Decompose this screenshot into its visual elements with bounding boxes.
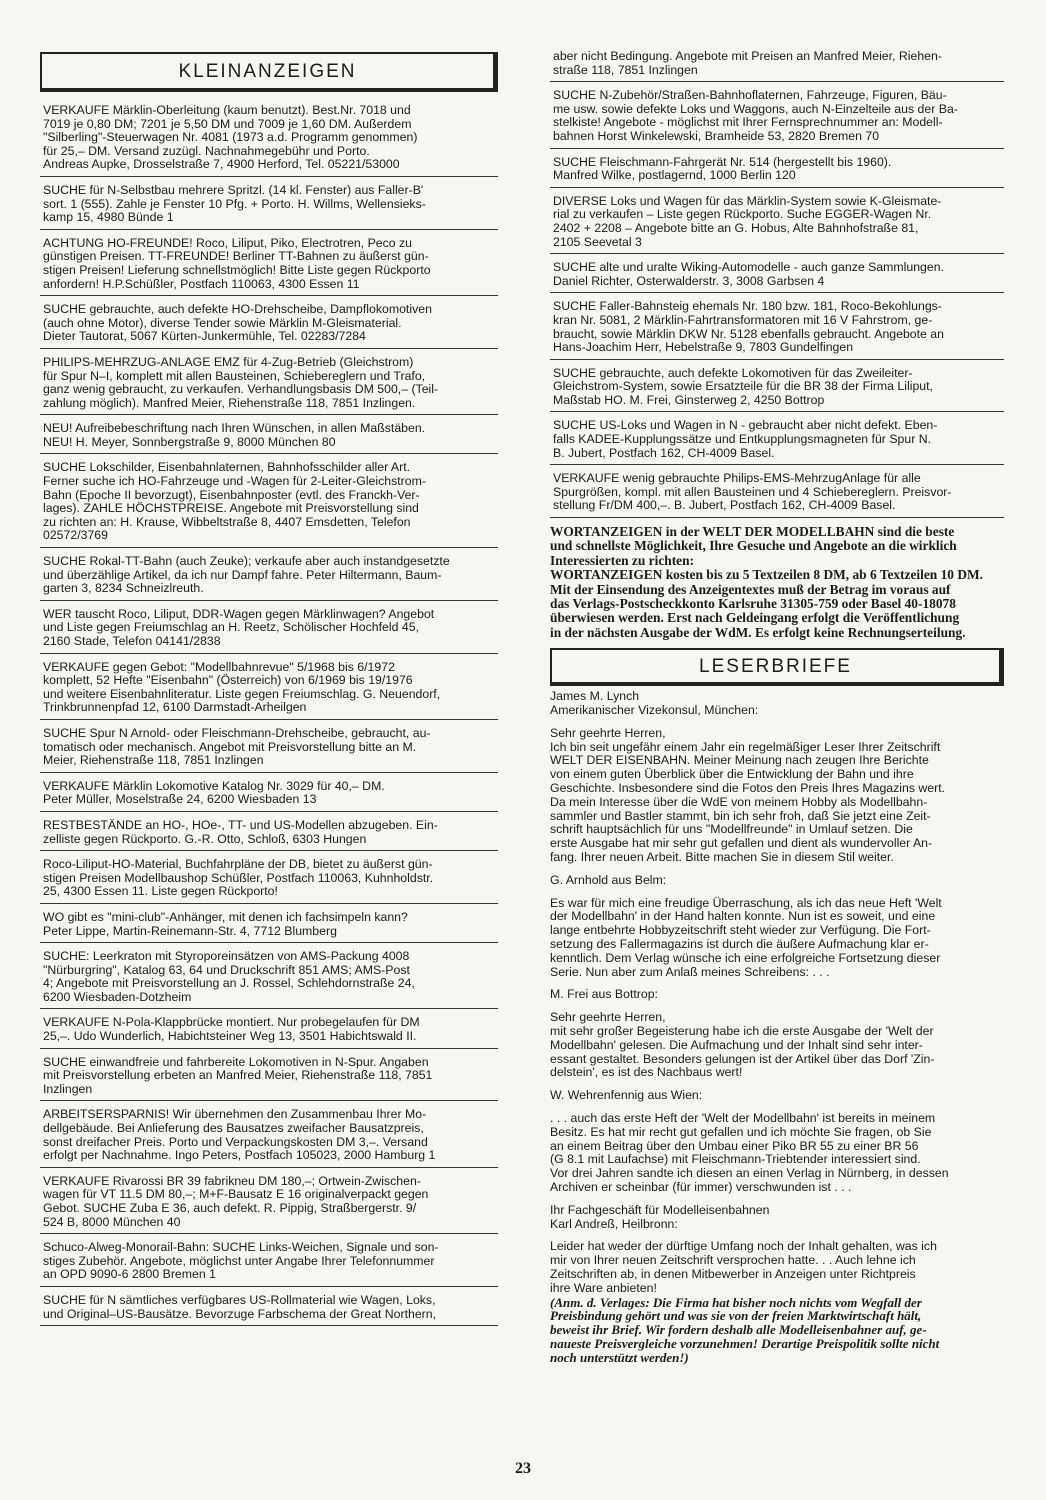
ad-line: erfolgt per Nachnahme. Ingo Peters, Postfach 105023, 2000 Hamburg 1 bbox=[43, 1148, 436, 1163]
letter-line: delstein', es ist des Nachbaus wert! bbox=[550, 1065, 743, 1080]
ad-line: Meier, Riehenstraße 118, 7851 Inzlingen bbox=[43, 753, 264, 768]
ad-line: Daniel Richter, Osterwalderstr. 3, 3008 Garbsen 4 bbox=[553, 273, 825, 288]
publisher-note-line: (Anm. d. Verlages: Die Firma hat bisher noch nichts vom Wegfall der bbox=[550, 1295, 922, 1310]
ad-line: PHILIPS-MEHRZUG-ANLAGE EMZ für 4-Zug-Betrieb (Gleichstrom) bbox=[43, 355, 414, 369]
ad-line: 4; Angebote mit Preisvorstellung an J. Rossel, Schlehdornstraße 24, bbox=[43, 976, 415, 991]
ad-line: B. Jubert, Postfach 162, CH-4009 Basel. bbox=[553, 445, 775, 460]
ad-line: sort. 1 (555). Zahle je Fenster 10 Pfg. + Porto. H. Willms, Wellensieks- bbox=[43, 196, 426, 211]
ad-line: stigen Preisen Modellbaushop Schüßler, Postfach 110063, Kuhnholdstr. bbox=[43, 870, 434, 885]
classified-ad bbox=[550, 472, 1004, 518]
ad-line: VERKAUFE Rivarossi BR 39 fabrikneu DM 180,–; Ortwein-Zwischen- bbox=[43, 1174, 421, 1188]
classified-ad bbox=[40, 661, 498, 720]
ad-line: und Original–US-Bausätze. Bevorzuge Farbschema der Great Northern, bbox=[43, 1306, 437, 1321]
letter-line: G. Arnhold aus Belm: bbox=[550, 872, 667, 887]
ad-line: ARBEITSERSPARNIS! Wir übernehmen den Zusammenbau Ihrer Mo- bbox=[43, 1108, 427, 1122]
ad-line: Roco-Liliput-HO-Material, Buchfahrpläne der DB, bietet zu äußerst gün- bbox=[43, 858, 433, 872]
ad-line: Hans-Joachim Herr, Hebelstraße 9, 7803 Gundelfingen bbox=[553, 340, 854, 355]
reader-letter bbox=[550, 988, 1004, 1089]
reader-letter bbox=[550, 690, 1004, 874]
ad-line: Ferner suche ich HO-Fahrzeuge und -Wagen für 2-Leiter-Gleichstrom- bbox=[43, 474, 426, 489]
ad-line: an OPD 9090-6 2800 Bremen 1 bbox=[43, 1267, 216, 1282]
ad-line: 2105 Seevetal 3 bbox=[553, 234, 642, 249]
letter-line: Sehr geehrte Herren, bbox=[550, 1010, 666, 1025]
right-column bbox=[550, 50, 1004, 1365]
notice-line: Interessierten zu richten: bbox=[550, 552, 695, 568]
ad-line: RESTBESTÄNDE an HO-, HOe-, TT- und US-Modellen abzugeben. Ein- bbox=[43, 818, 438, 832]
ad-line: 25, 4300 Essen 11. Liste gegen Rückporto! bbox=[43, 884, 278, 899]
ad-line: kamp 15, 4980 Bünde 1 bbox=[43, 210, 174, 225]
notice-line: überwiesen werden. Erst nach Geldeingang erfolgt die Veröffentlichung bbox=[550, 610, 960, 626]
kleinanzeigen-heading: KLEINANZEIGEN bbox=[40, 52, 498, 92]
wortanzeigen-notice bbox=[550, 525, 1004, 640]
letter-line: (G 8.1 mit Laufachse) mit Fleischmann-Triebtender interessiert sind. bbox=[550, 1152, 921, 1167]
ad-line: 7019 je 0,80 DM; 7201 je 5,50 DM und 7009 je 1,60 DM. Außerdem bbox=[43, 116, 412, 131]
ad-line: 02572/3769 bbox=[43, 528, 108, 543]
publisher-note bbox=[550, 1296, 1004, 1365]
classified-ad bbox=[40, 104, 498, 177]
classified-ad bbox=[550, 195, 1004, 254]
letter-line: Karl Andreß, Heilbronn: bbox=[550, 1216, 678, 1231]
classified-ad bbox=[40, 303, 498, 349]
ad-line: 524 B, 8000 München 40 bbox=[43, 1214, 181, 1229]
publisher-note-line: noch unterstützt werden!) bbox=[550, 1349, 689, 1365]
ad-line: SUCHE für N sämtliches verfügbares US-Rollmaterial wie Wagen, Loks, bbox=[43, 1293, 436, 1307]
ad-line: SUCHE Fleischmann-Fahrgerät Nr. 514 (hergestellt bis 1960). bbox=[553, 155, 892, 169]
letter-line: Archiven er scheinbar (für immer) verschwunden ist . . . bbox=[550, 1179, 852, 1194]
ad-line: (auch ohne Motor), diverse Tender sowie Märklin M-Gleismaterial. bbox=[43, 315, 402, 330]
ad-line: rial zu verkaufen – Liste gegen Rückporto. Suche EGGER-Wagen Nr. bbox=[553, 207, 932, 222]
ad-line: straße 118, 7851 Inzlingen bbox=[553, 62, 698, 77]
letters-section bbox=[550, 690, 1004, 1295]
ad-line: Bahn (Epoche II bevorzugt), Eisenbahnposter (evtl. des Franckh-Ver- bbox=[43, 487, 420, 502]
ad-line: sonst dreifacher Preis. Porto und Verpackungskosten DM 3,–. Versand bbox=[43, 1134, 428, 1149]
ad-line: für 25,– DM. Versand zuzügl. Nachnahmegebühr und Porto. bbox=[43, 143, 370, 158]
ad-line: lages). ZAHLE HÖCHSTPREISE. Angebote mit Preisvorstellung sind bbox=[43, 501, 419, 516]
notice-line: WORTANZEIGEN kosten bis zu 5 Textzeilen 8 DM, ab 6 Textzeilen 10 DM. bbox=[550, 567, 984, 583]
ad-line: ganz wenig gebraucht, zu verkaufen. Verhandlungsbasis DM 500,– (Teil- bbox=[43, 382, 439, 397]
ad-line: VERKAUFE Märklin-Oberleitung (kaum benutzt). Best.Nr. 7018 und bbox=[43, 104, 411, 117]
ad-line: komplett, 52 Hefte "Eisenbahn" (Österreich) von 6/1969 bis 19/1976 bbox=[43, 673, 413, 688]
classified-ad bbox=[40, 422, 498, 454]
ad-line: Peter Müller, Moselstraße 24, 6200 Wiesbaden 13 bbox=[43, 792, 317, 807]
ad-line: wagen für VT 11.5 DM 80,–; M+F-Bausatz E 16 originalverpackt gegen bbox=[43, 1187, 429, 1202]
letter-line: von einem guten Überblick über die Entwicklung der Bahn und ihre bbox=[550, 767, 914, 782]
publisher-note-line: naueste Preisvergleiche vorzunehmen! Derartige Preispolitik sollte nicht bbox=[550, 1335, 940, 1351]
classified-ad bbox=[40, 1175, 498, 1234]
ad-line: VERKAUFE N-Pola-Klappbrücke montiert. Nur probegelaufen für DM bbox=[43, 1016, 420, 1030]
ad-line: stelkiste! Angebote - möglichst mit Ihrer Fernsprechnummer an: Modell- bbox=[553, 115, 943, 130]
letter-line: Da mein Interesse über die WdE von meinem Hobby als Modellbahn- bbox=[550, 794, 928, 809]
ad-line: Schuco-Alweg-Monorail-Bahn: SUCHE Links-Weichen, Signale und son- bbox=[43, 1241, 439, 1255]
reader-letter bbox=[550, 1204, 1004, 1296]
page-number: 23 bbox=[515, 1460, 531, 1477]
letter-line: erste Ausgabe hat mir sehr gut gefallen und dient als wundervoller An- bbox=[550, 836, 933, 851]
classified-ad bbox=[550, 367, 1004, 413]
ad-line: DIVERSE Loks und Wagen für das Märklin-System sowie K-Gleismate- bbox=[553, 194, 942, 208]
ad-line: Andreas Aupke, Drosselstraße 7, 4900 Herford, Tel. 05221/53000 bbox=[43, 157, 400, 172]
classified-ad bbox=[40, 911, 498, 943]
ad-line: mit Preisvorstellung erbeten an Manfred Meier, Riehenstraße 118, 7851 bbox=[43, 1068, 433, 1083]
classified-ad bbox=[40, 461, 498, 548]
letter-line: James M. Lynch bbox=[550, 690, 640, 704]
ad-line: NEU! H. Meyer, Sonnbergstraße 9, 8000 München 80 bbox=[43, 434, 336, 449]
letter-line: lange entbehrte Hobbyzeitschrift steht wieder zur Verfügung. Die Fort- bbox=[550, 923, 931, 938]
classified-ad bbox=[40, 1016, 498, 1048]
classified-ad bbox=[40, 1294, 498, 1326]
ad-line: Maßstab HO. M. Frei, Ginsterweg 2, 4250 Bottrop bbox=[553, 392, 825, 407]
ad-line: Dieter Tautorat, 5067 Kürten-Junkermühle, Tel. 02283/7284 bbox=[43, 329, 366, 344]
ad-line: zu richten an: H. Krause, Wibbeltstraße 8, 4407 Emsdetten, Telefon bbox=[43, 514, 411, 529]
ad-line: anfordern! H.P.Schüßler, Postfach 110063, 4300 Essen 11 bbox=[43, 276, 360, 291]
classified-ad bbox=[40, 780, 498, 812]
ad-line: stigen Preisen! Lieferung schnellstmöglich! Bitte Liste gegen Rückporto bbox=[43, 262, 431, 277]
notice-line: das Verlags-Postscheckkonto Karlsruhe 31305-759 oder Basel 40-18078 bbox=[550, 596, 956, 612]
letter-line: an einem Beitrag über den Umbau einer Piko BR 55 zu einer BR 56 bbox=[550, 1138, 919, 1153]
ad-line: stiges Zubehör. Angebote, möglichst unter Angabe Ihrer Telefonnummer bbox=[43, 1253, 435, 1268]
letter-line: Vor drei Jahren sandte ich diesen an einen Verlag in Nürnberg, in dessen bbox=[550, 1166, 949, 1181]
ad-line: 6200 Wiesbaden-Dotzheim bbox=[43, 989, 192, 1004]
ad-line: braucht, sowie Märklin DKW Nr. 5128 ebenfalls gebraucht. Angebote an bbox=[553, 326, 944, 341]
classified-ad bbox=[550, 419, 1004, 465]
letter-line: Ich bin seit ungefähr einem Jahr ein regelmäßiger Leser Ihrer Zeitschrift bbox=[550, 739, 941, 754]
ad-line: dellgebäude. Bei Anlieferung des Bausatzes zweifacher Bausatzpreis, bbox=[43, 1121, 424, 1136]
letter-line: Modellbahn' gelesen. Die Aufmachung und der Inhalt sind sehr inter- bbox=[550, 1037, 923, 1052]
classified-ad bbox=[40, 608, 498, 654]
ad-line: VERKAUFE gegen Gebot: "Modellbahnrevue" 5/1968 bis 6/1972 bbox=[43, 660, 395, 674]
ad-line: WO gibt es "mini-club"-Anhänger, mit denen ich fachsimpeln kann? bbox=[43, 910, 408, 924]
classified-ad bbox=[40, 1241, 498, 1287]
classified-ad bbox=[40, 819, 498, 851]
ad-line: Gebot. SUCHE Zuba E 36, auch defekt. R. Pippig, Straßbergerstr. 9/ bbox=[43, 1201, 417, 1215]
ad-line: SUCHE Faller-Bahnsteig ehemals Nr. 180 bzw. 181, Roco-Bekohlungs- bbox=[553, 300, 942, 314]
letter-line: Ihr Fachgeschäft für Modelleisenbahnen bbox=[550, 1202, 770, 1217]
notice-line: Mit der Einsendung des Anzeigentextes muß der Betrag im voraus auf bbox=[550, 581, 951, 597]
left-ads-list bbox=[40, 104, 498, 1326]
ad-line: bahnen Horst Winkelewski, Bramheide 53, 2820 Bremen 70 bbox=[553, 128, 880, 143]
ad-line: Spurgrößen, kompl. mit allen Bausteinen und 4 Schiebereglern. Preisvor- bbox=[553, 484, 952, 499]
letter-line: Leider hat weder der dürftige Umfang noch der Inhalt gehalten, was ich bbox=[550, 1239, 937, 1254]
classified-ad bbox=[40, 950, 498, 1009]
reader-letter bbox=[550, 874, 1004, 989]
classified-ad bbox=[40, 555, 498, 601]
ad-line: Gleichstrom-System, sowie Ersatzteile für die BR 38 der Firma Liliput, bbox=[553, 379, 933, 394]
ad-line: SUCHE gebrauchte, auch defekte Lokomotiven für das Zweileiter- bbox=[553, 366, 913, 380]
letter-line: setzung des Fallermagazins ist durch die äußere Aufmachung klar er- bbox=[550, 937, 929, 952]
letter-line: M. Frei aus Bottrop: bbox=[550, 987, 658, 1002]
classified-ad bbox=[40, 356, 498, 415]
classified-ad bbox=[40, 1108, 498, 1167]
ad-line: SUCHE Lokschilder, Eisenbahnlaternen, Bahnhofsschilder aller Art. bbox=[43, 461, 411, 475]
ad-line: NEU! Aufreibebeschriftung nach Ihren Wünschen, in allen Maßstäben. bbox=[43, 422, 426, 436]
publisher-note-line: beweist ihr Brief. Wir fordern deshalb alle Modelleisenbahner auf, ge- bbox=[550, 1322, 927, 1338]
classified-ad bbox=[550, 261, 1004, 293]
classified-ad bbox=[550, 300, 1004, 359]
ad-line: und überzählige Artikel, da ich nur Dampf fahre. Peter Hiltermann, Baum- bbox=[43, 567, 442, 582]
letter-line: kenntlich. Dem Verlag wünsche ich eine erfolgreiche Fortsetzung dieser bbox=[550, 950, 941, 965]
letter-line: fang. Ihrer neuen Arbeit. Bitte machen Sie in diesem Stil weiter. bbox=[550, 850, 894, 865]
ad-line: ACHTUNG HO-FREUNDE! Roco, Liliput, Piko, Electrotren, Peco zu bbox=[43, 236, 413, 250]
letter-line: . . . auch das erste Heft der 'Welt der Modellbahn' ist bereits in meinem bbox=[550, 1111, 936, 1125]
classified-ad bbox=[550, 50, 1004, 82]
ad-line: und weitere Eisenbahnliteratur. Liste gegen Freiumschlag. G. Neuendorf, bbox=[43, 686, 441, 701]
letter-line: mit sehr großer Begeisterung habe ich die erste Ausgabe der 'Welt der bbox=[550, 1024, 934, 1039]
classified-ad bbox=[40, 184, 498, 230]
letter-line: Zeitschriften ab, in denen Mitbewerber in Anzeigen unter Richtpreis bbox=[550, 1266, 916, 1281]
ad-line: SUCHE N-Zubehör/Straßen-Bahnhoflaternen, Fahrzeuge, Figuren, Bäu- bbox=[553, 89, 947, 103]
letter-line: der Modellbahn' in der Hand halten konnte. Nun ist es soweit, und eine bbox=[550, 909, 936, 924]
letter-line: WELT DER EISENBAHN. Meiner Meinung nach zeugen Ihre Berichte bbox=[550, 753, 929, 768]
letter-line: Serie. Nun aber zum Anlaß meines Schreibens: . . . bbox=[550, 964, 830, 979]
notice-line: und schnellste Möglichkeit, Ihre Gesuche und Angebote an die wirklich bbox=[550, 538, 957, 554]
notice-line: WORTANZEIGEN in der WELT DER MODELLBAHN sind die beste bbox=[550, 525, 955, 540]
classified-ad bbox=[40, 237, 498, 296]
ad-line: falls KADEE-Kupplungssätze und Entkupplungsmagneten für Spur N. bbox=[553, 432, 932, 447]
ad-line: "Silberling"-Steuerwagen Nr. 4081 (1973 a.d. Programm genommen) bbox=[43, 130, 418, 145]
ad-line: für Spur N–I, komplett mit allen Bausteinen, Schiebereglern und Trafo, bbox=[43, 368, 426, 383]
right-ads-list bbox=[550, 50, 1004, 518]
ad-line: garten 3, 8234 Schneizlreuth. bbox=[43, 581, 204, 596]
ad-line: SUCHE für N-Selbstbau mehrere Spritzl. (14 kl. Fenster) aus Faller-B' bbox=[43, 183, 424, 197]
ad-line: Trinkbrunnenpfad 12, 6100 Darmstadt-Arheilgen bbox=[43, 700, 307, 715]
ad-line: SUCHE alte und uralte Wiking-Automodelle - auch ganze Sammlungen. bbox=[553, 261, 944, 275]
ad-line: kran Nr. 5081, 2 Märklin-Fahrtransformatoren mit 16 V Fahrstrom, ge- bbox=[553, 312, 933, 327]
ad-line: me usw. sowie defekte Loks und Waggons, auch N-Einzelteile aus der Ba- bbox=[553, 101, 958, 116]
ad-line: 2160 Stade, Telefon 04141/2838 bbox=[43, 634, 221, 648]
classified-ad bbox=[40, 1056, 498, 1102]
ad-line: VERKAUFE wenig gebrauchte Philips-EMS-MehrzugAnlage für alle bbox=[553, 472, 921, 486]
ad-line: SUCHE US-Loks und Wagen in N - gebraucht aber nicht defekt. Eben- bbox=[553, 419, 938, 433]
ad-line: 2402 + 2208 – Angebote bitte an G. Hobus, Alte Bahnhofstraße 81, bbox=[553, 220, 919, 235]
ad-line: SUCHE gebrauchte, auch defekte HO-Drehscheibe, Dampflokomotiven bbox=[43, 303, 432, 317]
publisher-note-line: Preisbindung gehört und was sie von der freien Marktwirtschaft hält, bbox=[550, 1308, 922, 1324]
letter-line: schrift hauptsächlich für uns "Modellfreunde" in Umlauf setzen. Die bbox=[550, 822, 913, 837]
ad-line: Inzlingen bbox=[43, 1081, 93, 1096]
classified-ad bbox=[550, 89, 1004, 148]
classified-ad bbox=[40, 727, 498, 773]
ad-line: Manfred Wilke, postlagernd, 1000 Berlin 120 bbox=[553, 168, 796, 183]
ad-line: günstigen Preisen. TT-FREUNDE! Berliner TT-Bahnen zu äußerst gün- bbox=[43, 249, 429, 264]
classified-ad bbox=[550, 156, 1004, 188]
letter-line: sammler und Bastler stammt, bin ich sehr froh, daß Sie jetzt eine Zeit- bbox=[550, 808, 931, 823]
ad-line: zelliste gegen Rückporto. G.-R. Otto, Schloß, 6303 Hungen bbox=[43, 831, 367, 846]
ad-line: VERKAUFE Märklin Lokomotive Katalog Nr. 3029 für 40,– DM. bbox=[43, 779, 385, 793]
ad-line: SUCHE einwandfreie und fahrbereite Lokomotiven in N-Spur. Angaben bbox=[43, 1055, 429, 1069]
ad-line: SUCHE Spur N Arnold- oder Fleischmann-Drehscheibe, gebraucht, au- bbox=[43, 726, 431, 740]
letter-line: Es war für mich eine freudige Überraschung, als ich das neue Heft 'Welt bbox=[550, 895, 942, 910]
classified-ad bbox=[40, 858, 498, 904]
letter-line: mir von Ihrer neuen Zeitschrift versprochen hatte. . . Auch lehne ich bbox=[550, 1253, 916, 1268]
left-column bbox=[40, 52, 498, 1333]
ad-line: 25,–. Udo Wunderlich, Habichtsteiner Weg 13, 3501 Habichtswald II. bbox=[43, 1029, 417, 1044]
letter-line: essant gestaltet. Besonders gelungen ist der Artikel über das Dorf 'Zin- bbox=[550, 1051, 935, 1066]
ad-line: Peter Lippe, Martin-Reinemann-Str. 4, 7712 Blumberg bbox=[43, 923, 337, 938]
letter-line: ihre Ware anbieten! bbox=[550, 1280, 657, 1295]
letter-line: Sehr geehrte Herren, bbox=[550, 725, 666, 740]
letter-line: Besitz. Es hat mir recht gut gefallen und ich möchte Sie fragen, ob Sie bbox=[550, 1124, 932, 1139]
ad-line: tomatisch oder mechanisch. Angebot mit Preisvorstellung bitte an M. bbox=[43, 739, 417, 754]
reader-letter bbox=[550, 1089, 1004, 1204]
ad-line: SUCHE Rokal-TT-Bahn (auch Zeuke); verkaufe aber auch instandgesetzte bbox=[43, 555, 450, 569]
letter-line: Geschichte. Insbesondere sind die Fotos den Preis Ihres Magazins wert. bbox=[550, 781, 946, 796]
letter-line: W. Wehrenfennig aus Wien: bbox=[550, 1088, 703, 1103]
letter-line: Amerikanischer Vizekonsul, München: bbox=[550, 703, 759, 718]
ad-line: WER tauscht Roco, Liliput, DDR-Wagen gegen Märklinwagen? Angebot bbox=[43, 607, 435, 621]
ad-line: "Nürburgring", Katalog 63, 64 und Druckschrift 851 AMS; AMS-Post bbox=[43, 962, 410, 977]
ad-line: und Liste gegen Freiumschlag an H. Reetz, Schölischer Hochfeld 45, bbox=[43, 620, 419, 635]
ad-line: SUCHE: Leerkraton mit Styroporeinsätzen von AMS-Packung 4008 bbox=[43, 950, 410, 964]
ad-line: stellung Fr/DM 400,–. B. Jubert, Postfach 162, CH-4009 Basel. bbox=[553, 498, 896, 513]
leserbriefe-heading: LESERBRIEFE bbox=[550, 648, 1004, 686]
ad-line: aber nicht Bedingung. Angebote mit Preisen an Manfred Meier, Riehen- bbox=[553, 50, 942, 63]
ad-line: zahlung möglich). Manfred Meier, Riehenstraße 118, 7851 Inzlingen. bbox=[43, 395, 416, 410]
notice-line: in der nächsten Ausgabe der WdM. Es erfolgt keine Rechnungserteilung. bbox=[550, 624, 966, 640]
